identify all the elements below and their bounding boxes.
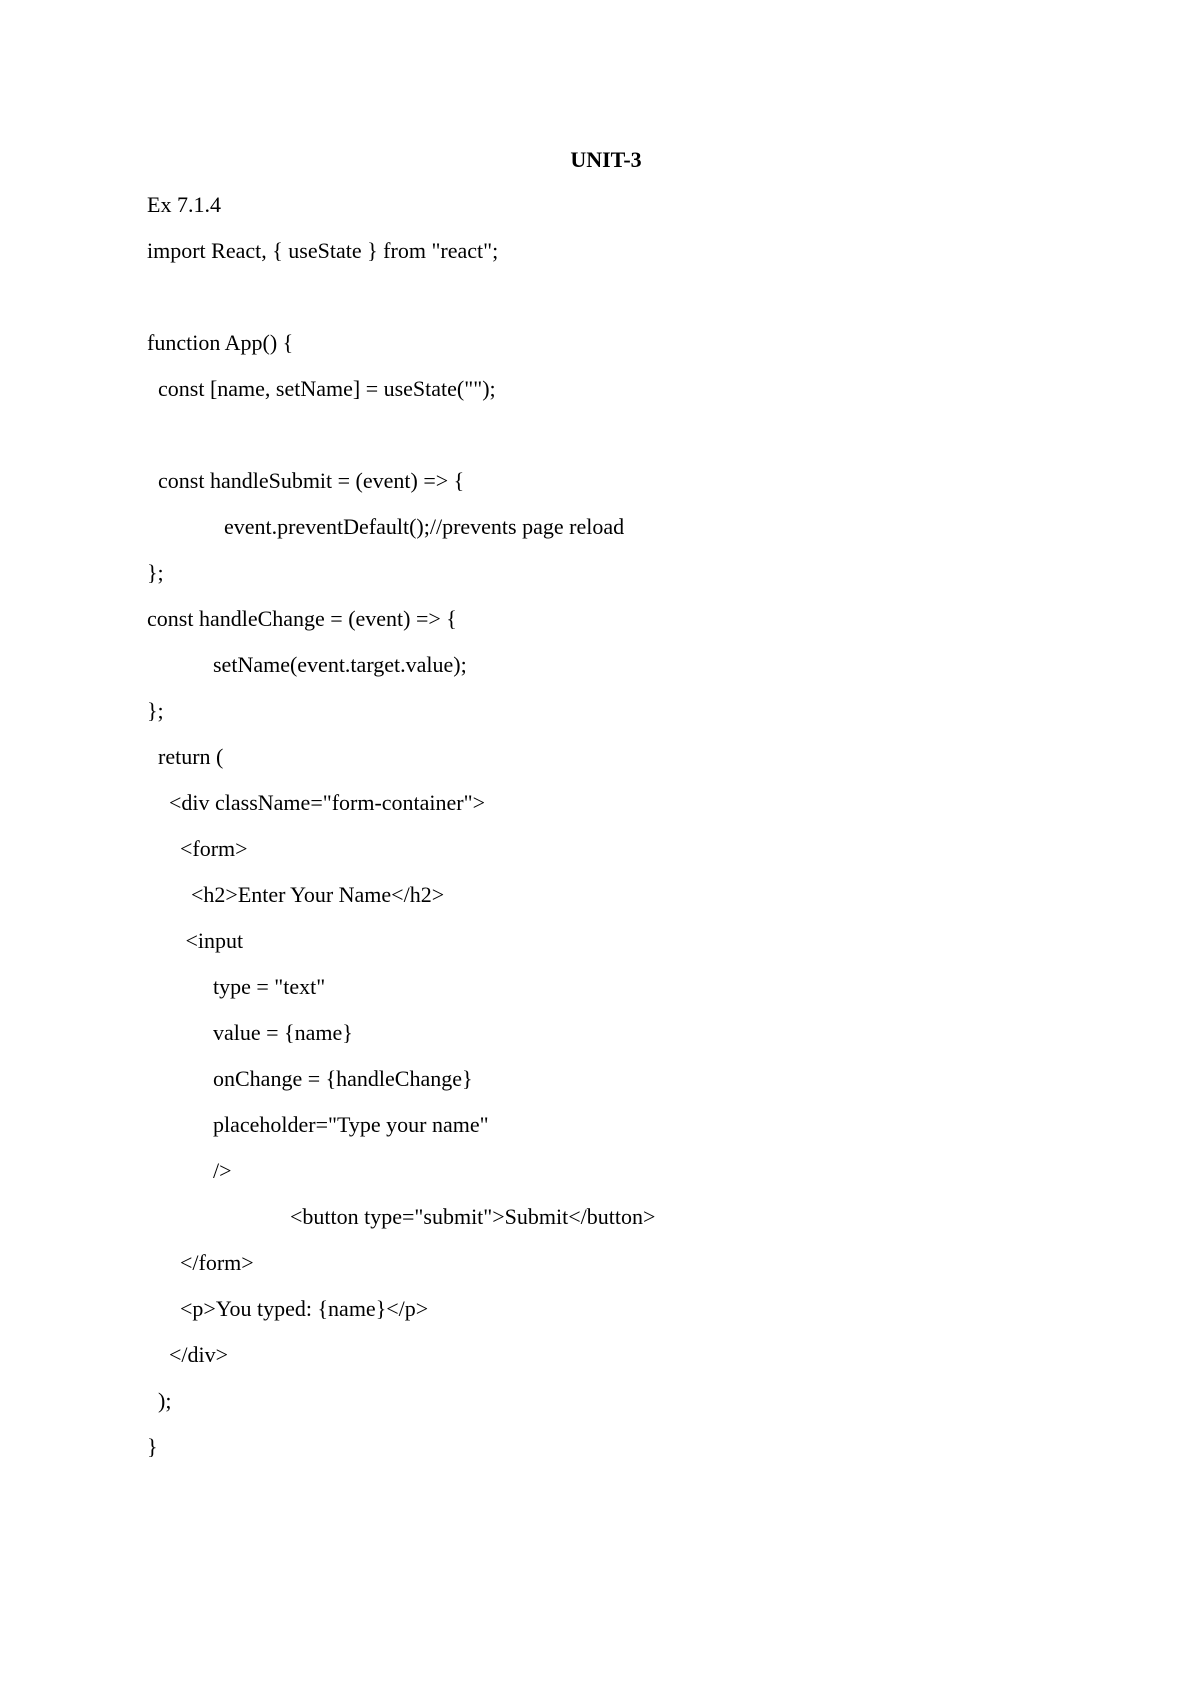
code-line: const handleChange = (event) => {: [147, 606, 457, 631]
code-line: </form>: [147, 1250, 254, 1275]
code-line: <input: [147, 928, 244, 953]
code-line: );: [147, 1388, 172, 1413]
code-line: <p>You typed: {name}</p>: [147, 1296, 429, 1321]
code-line: value = {name}: [147, 1020, 353, 1045]
code-line: <h2>Enter Your Name</h2>: [147, 882, 445, 907]
code-line: type = "text": [147, 974, 326, 999]
code-line: placeholder="Type your name": [147, 1112, 489, 1137]
exercise-label: Ex 7.1.4: [147, 192, 221, 217]
code-line: event.preventDefault();//prevents page reload: [147, 514, 625, 539]
code-line: };: [147, 560, 164, 585]
code-line: <div className="form-container">: [147, 790, 486, 815]
page-title: UNIT-3: [570, 147, 642, 172]
code-line: </div>: [147, 1342, 229, 1367]
code-line: };: [147, 698, 164, 723]
code-line: import React, { useState } from "react";: [147, 238, 499, 263]
code-line: />: [147, 1158, 232, 1183]
code-line: const [name, setName] = useState("");: [147, 376, 496, 401]
code-line: return (: [147, 744, 224, 769]
code-line: onChange = {handleChange}: [147, 1066, 473, 1091]
code-line: setName(event.target.value);: [147, 652, 467, 677]
code-line: }: [147, 1434, 158, 1459]
code-line: const handleSubmit = (event) => {: [147, 468, 465, 493]
code-line: <button type="submit">Submit</button>: [147, 1204, 656, 1229]
code-line: <form>: [147, 836, 248, 861]
code-line: function App() {: [147, 330, 294, 355]
